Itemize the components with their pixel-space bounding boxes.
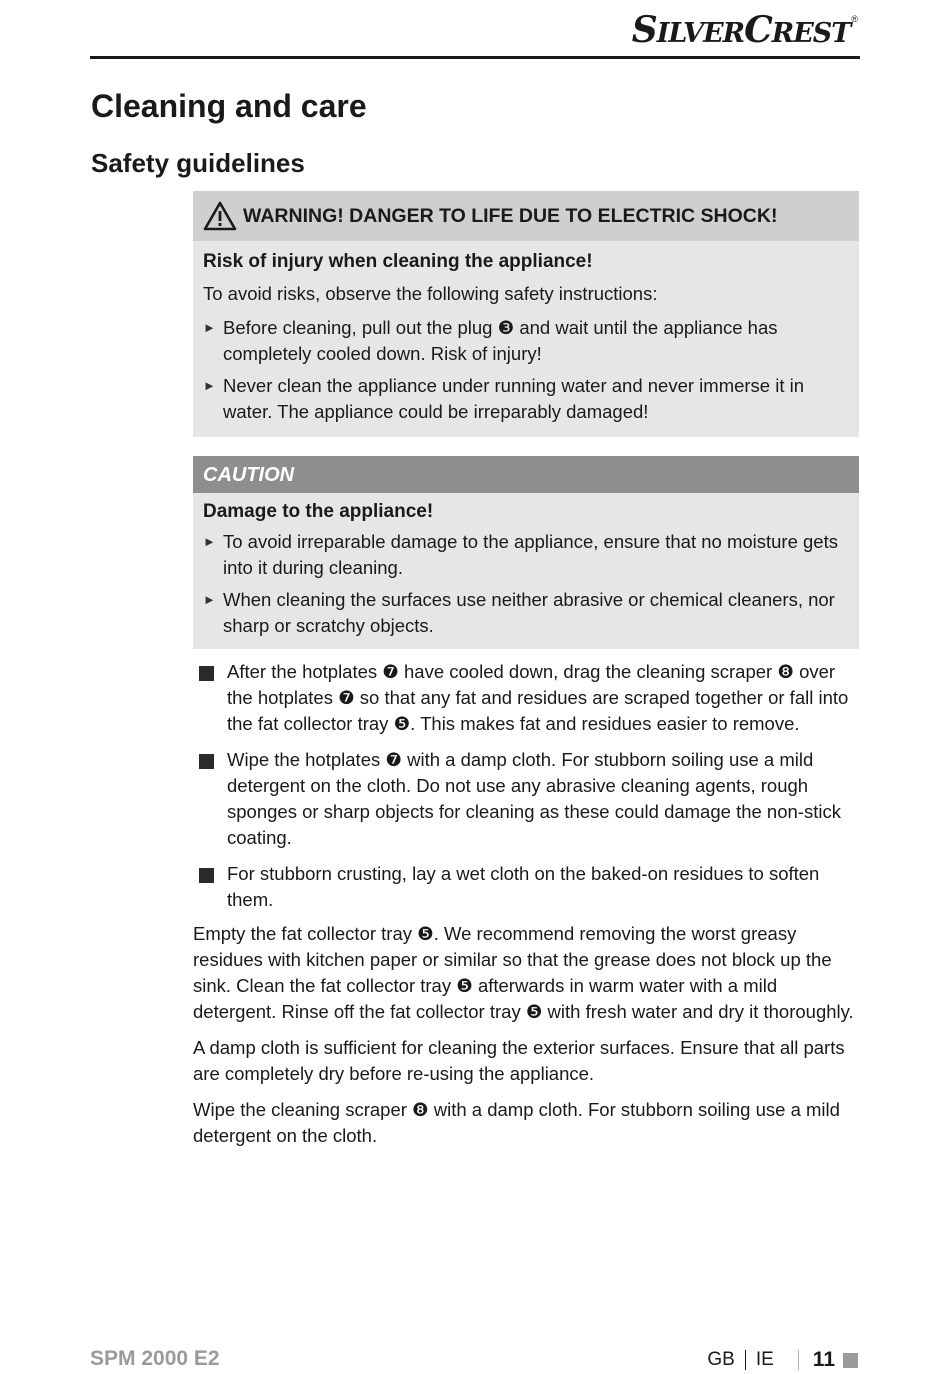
warning-intro: To avoid risks, observe the following safety instructions: [203,283,658,304]
square-bullet-icon [193,861,227,913]
warning-item-text: Never clean the appliance under running water and never immerse it in water. The appliance could be irreparably damaged! [223,375,805,422]
warning-item [193,371,859,429]
warning-item [193,313,859,371]
brand-logo [631,8,858,51]
footer-separator [798,1350,799,1370]
arrow-right-icon: ► [203,592,216,607]
cleaning-step-text: Wipe the hotplates ❼ with a damp cloth. For stubborn soiling use a mild detergent on the cloth. Do not use any abrasive cleaning agents, rough sponges or sharp objects for cleaning as these could damage the non-stick coating. [227,749,841,848]
cleaning-step-text: For stubborn crusting, lay a wet cloth on the baked-on residues to soften them. [227,863,820,910]
warning-heading [193,191,859,241]
page-title: Cleaning and care [91,88,367,124]
warning-box [193,191,859,437]
warning-triangle-icon [203,201,237,231]
caution-item [193,585,859,643]
warning-subheading: Risk of injury when cleaning the appliance! [203,251,593,272]
header-divider [90,56,860,59]
body-paragraph: Empty the fat collector tray ❺. We recommend removing the worst greasy residues with kitchen paper or similar so that the grease does not block up the sink. Clean the fat collector tray ❺ afterwards in warm water with a mild detergent. Rinse off the fat collector tray ❺ with fresh water and dry it thoroughly. [193,923,854,1022]
page-marker-square [843,1353,858,1368]
cleaning-step-text: After the hotplates ❼ have cooled down, drag the cleaning scraper ❽ over the hotplates ❼ so that any fat and residues are scraped together or fall into the fat collector tray ❺. This makes fat and residues easier to remove. [227,661,849,734]
square-bullet-icon [193,747,227,851]
caution-item [193,527,859,585]
cleaning-step [193,747,859,851]
arrow-right-icon: ► [203,320,216,335]
caution-heading: CAUTION [193,456,859,493]
section-subtitle: Safety guidelines [91,148,305,178]
arrow-right-icon: ► [203,378,216,393]
body-paragraph: A damp cloth is sufficient for cleaning the exterior surfaces. Ensure that all parts are completely dry before re-using the appliance. [193,1037,845,1084]
square-bullet-icon [193,659,227,737]
body-paragraph: Wipe the cleaning scraper ❽ with a damp cloth. For stubborn soiling use a mild detergent on the cloth. [193,1099,840,1146]
footer-page-info [707,1348,858,1372]
caution-item-text: When cleaning the surfaces use neither abrasive or chemical cleaners, nor sharp or scratchy objects. [223,589,835,636]
warning-item-text: Before cleaning, pull out the plug ❸ and wait until the appliance has completely cooled down. Risk of injury! [223,317,778,364]
cleaning-step [193,659,859,737]
page-number: 11 [812,1348,835,1371]
footer-model-number: SPM 2000 E2 [90,1347,220,1370]
arrow-right-icon: ► [203,534,216,549]
brand-logo-text: SILVERCREST [631,9,851,51]
cleaning-step [193,861,859,913]
warning-heading-text: WARNING! DANGER TO LIFE DUE TO ELECTRIC SHOCK! [243,205,778,227]
footer-separator [745,1350,746,1370]
footer-country-ie: IE [755,1349,774,1370]
caution-item-text: To avoid irreparable damage to the appliance, ensure that no moisture gets into it during cleaning. [223,531,838,578]
main-content [193,191,859,1149]
brand-registered-mark: ® [851,14,858,24]
cleaning-steps [193,659,859,913]
caution-subheading: Damage to the appliance! [203,501,434,522]
caution-box [193,456,859,649]
footer-country-gb: GB [707,1349,735,1370]
